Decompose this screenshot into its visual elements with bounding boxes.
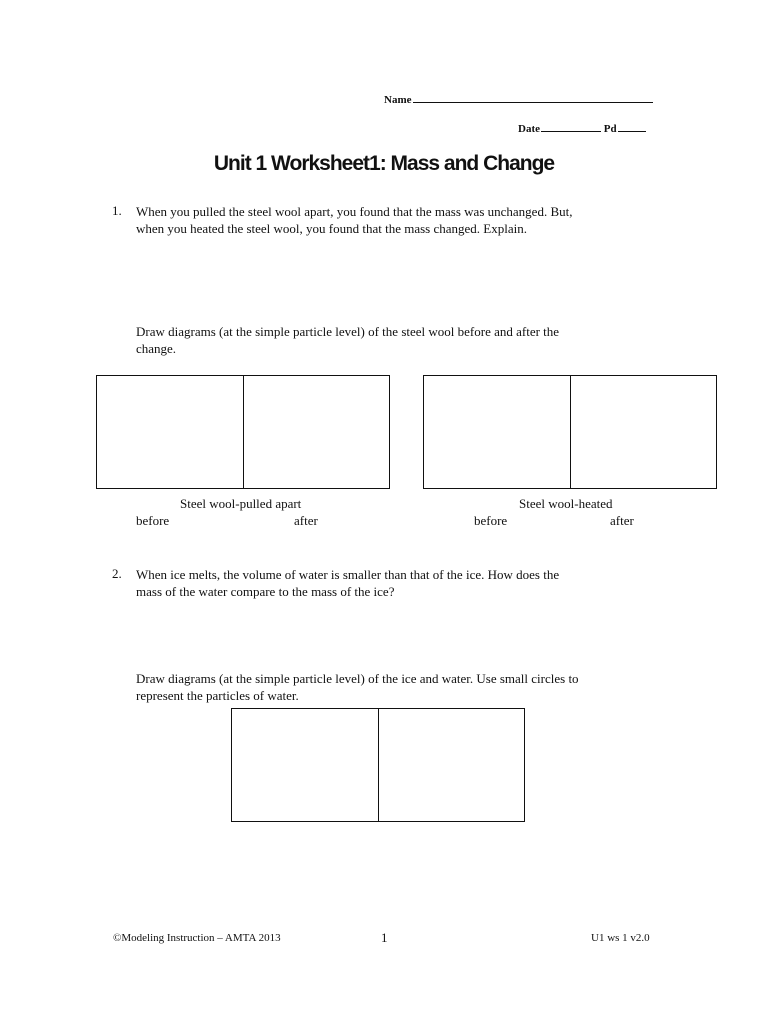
diagram-1-after-label: after [294,513,318,528]
date-blank[interactable] [541,120,601,132]
diagram-box-ice-and-water[interactable] [231,708,525,822]
q1-draw-line-1: Draw diagrams (at the simple particle level) of the steel wool before and after the [136,324,560,339]
question-1-line-2: when you heated the steel wool, you found that the mass changed. Explain. [136,221,527,236]
pd-label: Pd [603,123,617,135]
diagram-2-caption: Steel wool-heated [519,496,613,511]
diagram-box-steel-wool-heated[interactable] [423,375,717,489]
footer-version: U1 ws 1 v2.0 [591,932,650,944]
diagram-1-before-label: before [136,513,170,528]
question-2-line-2: mass of the water compare to the mass of the ice? [136,584,395,599]
diagram-divider [378,709,379,821]
diagram-2-after-label: after [610,513,634,528]
diagram-box-steel-wool-pulled-apart[interactable] [96,375,390,489]
question-1-text [136,203,656,237]
diagram-divider [570,376,571,488]
diagram-divider [243,376,244,488]
q2-draw-line-2: represent the particles of water. [136,688,299,703]
name-field[interactable] [384,91,653,106]
name-label: Name [384,94,412,106]
footer-copyright: ©Modeling Instruction – AMTA 2013 [113,932,281,944]
question-2-text [136,566,656,600]
date-pd-field[interactable] [518,120,646,135]
date-label: Date [518,123,540,135]
question-2-line-1: When ice melts, the volume of water is smaller than that of the ice. How does the [136,567,560,582]
footer-page-number: 1 [381,930,388,945]
question-1-line-1: When you pulled the steel wool apart, you found that the mass was unchanged. But, [136,204,573,219]
diagram-2-before-label: before [474,513,508,528]
q1-draw-line-2: change. [136,341,177,356]
diagram-1-caption: Steel wool-pulled apart [180,496,302,511]
question-2-draw-instructions [136,670,656,704]
question-2-number: 2. [112,566,122,581]
q2-draw-line-1: Draw diagrams (at the simple particle level) of the ice and water. Use small circles to [136,671,579,686]
page-title: Unit 1 Worksheet1: Mass and Change [213,152,555,175]
question-1-draw-instructions [136,323,656,357]
pd-blank[interactable] [618,120,646,132]
question-1-number: 1. [112,203,122,218]
name-blank[interactable] [413,91,653,103]
